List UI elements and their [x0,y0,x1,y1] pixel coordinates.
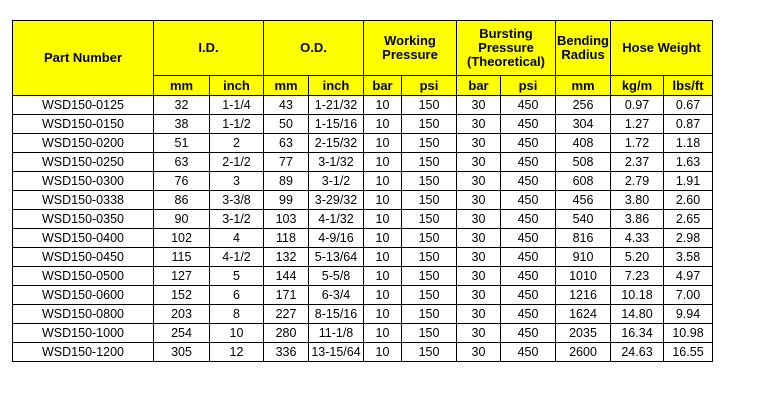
header-hose-weight: Hose Weight [611,21,713,76]
table-cell: 10 [364,305,402,324]
table-cell: 450 [501,286,556,305]
table-cell: 118 [264,229,309,248]
table-cell: 2.65 [664,210,713,229]
table-cell: 150 [402,343,457,362]
table-cell: 30 [457,172,501,191]
table-cell: 150 [402,191,457,210]
table-cell: 150 [402,134,457,153]
header-working-pressure: Working Pressure [364,21,457,76]
part-number-cell: WSD150-1000 [13,324,154,343]
table-cell: 150 [402,115,457,134]
table-cell: 30 [457,210,501,229]
table-cell: 10 [364,267,402,286]
unit-header: mm [264,76,309,96]
hose-spec-table [12,20,713,362]
part-number-cell: WSD150-0200 [13,134,154,153]
part-number-cell: WSD150-0600 [13,286,154,305]
table-cell: 450 [501,229,556,248]
table-cell: 4.97 [664,267,713,286]
table-cell: 5-5/8 [309,267,364,286]
table-cell: 508 [556,153,611,172]
table-cell: 3-1/32 [309,153,364,172]
table-cell: 10 [364,324,402,343]
table-cell: 10 [364,210,402,229]
table-cell: 4-9/16 [309,229,364,248]
table-cell: 3-1/2 [210,210,264,229]
table-cell: 152 [154,286,210,305]
table-cell: 2.60 [664,191,713,210]
table-cell: 1010 [556,267,611,286]
table-cell: 171 [264,286,309,305]
table-cell: 5.20 [611,248,664,267]
unit-header: lbs/ft [664,76,713,96]
table-cell: 3-29/32 [309,191,364,210]
unit-header: inch [309,76,364,96]
table-cell: 115 [154,248,210,267]
table-cell: 450 [501,305,556,324]
table-cell: 3-1/2 [309,172,364,191]
table-cell: 1.91 [664,172,713,191]
table-cell: 11-1/8 [309,324,364,343]
part-number-cell: WSD150-1200 [13,343,154,362]
header-bending-radius: Bending Radius [556,21,611,76]
table-cell: 336 [264,343,309,362]
table-row [13,191,713,210]
table-cell: 408 [556,134,611,153]
table-cell: 3.86 [611,210,664,229]
table-cell: 1.72 [611,134,664,153]
table-cell: 456 [556,191,611,210]
unit-header: bar [457,76,501,96]
table-cell: 50 [264,115,309,134]
table-row [13,229,713,248]
table-cell: 63 [154,153,210,172]
table-cell: 2-15/32 [309,134,364,153]
table-cell: 24.63 [611,343,664,362]
table-cell: 910 [556,248,611,267]
table-cell: 127 [154,267,210,286]
table-cell: 99 [264,191,309,210]
table-cell: 5-13/64 [309,248,364,267]
table-cell: 16.55 [664,343,713,362]
table-cell: 30 [457,115,501,134]
table-cell: 16.34 [611,324,664,343]
part-number-cell: WSD150-0338 [13,191,154,210]
table-cell: 150 [402,172,457,191]
table-cell: 816 [556,229,611,248]
table-cell: 150 [402,267,457,286]
table-cell: 10 [364,115,402,134]
header-part-number: Part Number [13,21,154,96]
table-cell: 450 [501,115,556,134]
table-cell: 4-1/32 [309,210,364,229]
table-cell: 4.33 [611,229,664,248]
table-cell: 227 [264,305,309,324]
table-cell: 30 [457,305,501,324]
table-row [13,210,713,229]
table-cell: 1216 [556,286,611,305]
table-cell: 1-1/2 [210,115,264,134]
table-cell: 10 [364,229,402,248]
table-cell: 10 [364,191,402,210]
table-cell: 30 [457,286,501,305]
table-cell: 9.94 [664,305,713,324]
table-cell: 38 [154,115,210,134]
table-cell: 450 [501,343,556,362]
table-cell: 12 [210,343,264,362]
table-cell: 30 [457,96,501,115]
table-cell: 10 [364,134,402,153]
table-cell: 150 [402,248,457,267]
part-number-cell: WSD150-0500 [13,267,154,286]
table-cell: 102 [154,229,210,248]
table-cell: 103 [264,210,309,229]
table-cell: 14.80 [611,305,664,324]
table-cell: 1-1/4 [210,96,264,115]
table-cell: 5 [210,267,264,286]
part-number-cell: WSD150-0150 [13,115,154,134]
table-cell: 608 [556,172,611,191]
table-cell: 6-3/4 [309,286,364,305]
table-cell: 30 [457,229,501,248]
table-cell: 1.63 [664,153,713,172]
table-cell: 540 [556,210,611,229]
table-cell: 13-15/64 [309,343,364,362]
table-cell: 3 [210,172,264,191]
table-row [13,305,713,324]
table-cell: 8-15/16 [309,305,364,324]
part-number-cell: WSD150-0400 [13,229,154,248]
table-cell: 450 [501,134,556,153]
table-cell: 30 [457,134,501,153]
table-cell: 10 [364,153,402,172]
table-cell: 6 [210,286,264,305]
table-cell: 150 [402,324,457,343]
table-cell: 0.67 [664,96,713,115]
table-cell: 10 [364,343,402,362]
table-cell: 1.27 [611,115,664,134]
unit-header: psi [402,76,457,96]
table-cell: 0.97 [611,96,664,115]
table-cell: 304 [556,115,611,134]
table-cell: 30 [457,324,501,343]
header-od: O.D. [264,21,364,76]
part-number-cell: WSD150-0350 [13,210,154,229]
table-cell: 7.00 [664,286,713,305]
table-cell: 30 [457,153,501,172]
table-row [13,267,713,286]
table-cell: 132 [264,248,309,267]
table-cell: 30 [457,267,501,286]
table-cell: 7.23 [611,267,664,286]
header-id: I.D. [154,21,264,76]
part-number-cell: WSD150-0250 [13,153,154,172]
table-cell: 150 [402,96,457,115]
table-body [13,96,713,362]
table-cell: 43 [264,96,309,115]
table-row [13,134,713,153]
unit-header: inch [210,76,264,96]
table-cell: 51 [154,134,210,153]
unit-header: bar [364,76,402,96]
table-row [13,286,713,305]
part-number-cell: WSD150-0800 [13,305,154,324]
table-cell: 2.79 [611,172,664,191]
table-row [13,324,713,343]
table-cell: 256 [556,96,611,115]
table-cell: 150 [402,305,457,324]
table-cell: 63 [264,134,309,153]
table-cell: 30 [457,191,501,210]
table-cell: 86 [154,191,210,210]
table-cell: 450 [501,96,556,115]
table-cell: 203 [154,305,210,324]
table-cell: 450 [501,324,556,343]
table-cell: 150 [402,286,457,305]
table-cell: 450 [501,210,556,229]
table-cell: 4 [210,229,264,248]
table-cell: 10 [364,286,402,305]
table-cell: 30 [457,248,501,267]
table-cell: 30 [457,343,501,362]
table-row [13,248,713,267]
unit-header: mm [556,76,611,96]
table-cell: 2600 [556,343,611,362]
table-cell: 1-21/32 [309,96,364,115]
table-row [13,153,713,172]
table-row [13,172,713,191]
part-number-cell: WSD150-0300 [13,172,154,191]
table-cell: 1-15/16 [309,115,364,134]
header-group-row [13,21,713,76]
table-cell: 450 [501,248,556,267]
table-cell: 2.37 [611,153,664,172]
table-cell: 2.98 [664,229,713,248]
table-cell: 10 [364,96,402,115]
table-cell: 3.58 [664,248,713,267]
table-cell: 3-3/8 [210,191,264,210]
table-cell: 150 [402,153,457,172]
table-cell: 450 [501,172,556,191]
table-cell: 2 [210,134,264,153]
table-cell: 1.18 [664,134,713,153]
table-cell: 89 [264,172,309,191]
table-cell: 450 [501,191,556,210]
table-cell: 144 [264,267,309,286]
table-cell: 4-1/2 [210,248,264,267]
unit-header: psi [501,76,556,96]
table-cell: 1624 [556,305,611,324]
table-cell: 10.18 [611,286,664,305]
spec-table-container [12,20,713,362]
table-row [13,115,713,134]
table-cell: 77 [264,153,309,172]
table-cell: 280 [264,324,309,343]
table-cell: 10.98 [664,324,713,343]
table-cell: 76 [154,172,210,191]
header-bursting-pressure: Bursting Pressure (Theoretical) [457,21,556,76]
table-cell: 2035 [556,324,611,343]
table-cell: 2-1/2 [210,153,264,172]
table-cell: 150 [402,210,457,229]
table-cell: 150 [402,229,457,248]
unit-header: mm [154,76,210,96]
table-cell: 305 [154,343,210,362]
part-number-cell: WSD150-0125 [13,96,154,115]
part-number-cell: WSD150-0450 [13,248,154,267]
table-cell: 10 [210,324,264,343]
table-cell: 10 [364,172,402,191]
unit-header: kg/m [611,76,664,96]
table-cell: 8 [210,305,264,324]
table-cell: 90 [154,210,210,229]
table-cell: 3.80 [611,191,664,210]
table-row [13,96,713,115]
table-cell: 32 [154,96,210,115]
table-cell: 450 [501,267,556,286]
table-cell: 0.87 [664,115,713,134]
table-cell: 254 [154,324,210,343]
table-row [13,343,713,362]
table-cell: 450 [501,153,556,172]
table-cell: 10 [364,248,402,267]
